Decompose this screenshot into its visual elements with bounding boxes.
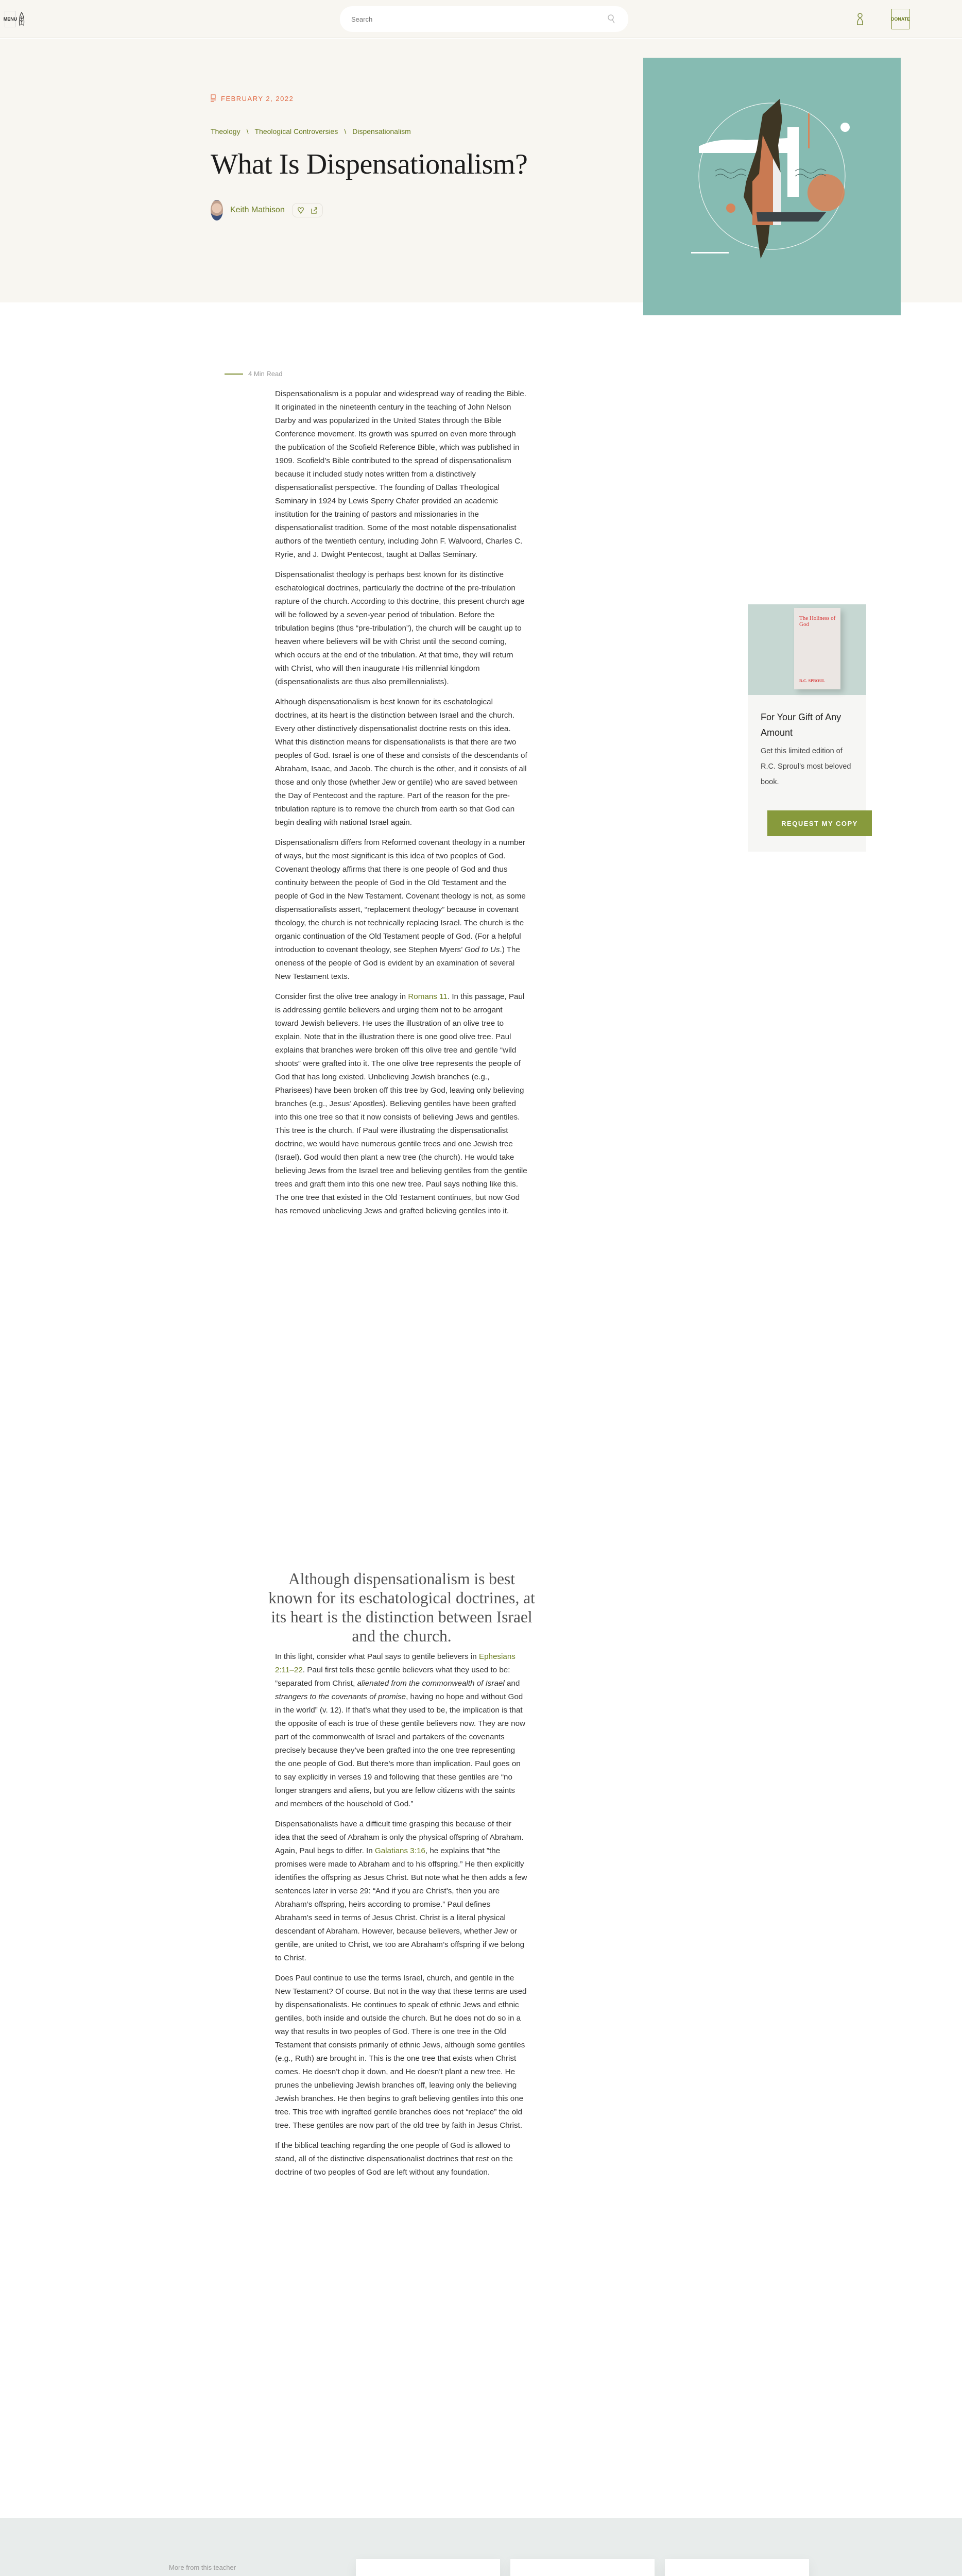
account-icon[interactable] (857, 11, 863, 26)
hero-illustration (643, 58, 901, 315)
church-map-illustration (643, 58, 901, 315)
book-cover: The Holiness of God R.C. SPROUL (794, 608, 840, 689)
share-icon[interactable] (311, 207, 317, 214)
scripture-link-romans-11[interactable]: Romans 11 (408, 992, 448, 1001)
offer-description: Get this limited edition of R.C. Sproul’s most beloved book. (761, 747, 851, 786)
offer-book-image (748, 604, 866, 695)
read-time-rule (225, 374, 243, 375)
resource-card[interactable] (665, 2559, 809, 2576)
scripture-link-galatians[interactable]: Galatians 3:16 (374, 1846, 425, 1855)
ligonier-logo-icon[interactable] (19, 12, 25, 26)
search-box[interactable] (340, 6, 628, 32)
book-title-god-to-us: God to Us (465, 945, 500, 954)
article-paragraph: Dispensationalists have a difficult time grasping this because of their idea that the seed of Abraham is only the physical offspring of Abraham. Again, Paul begs to differ. In Galatians 3:16, he explains that ”the promises were made to Abraham and to his offspring.” He then explicitly identifies the offspring as Jesus Christ. But note what he then adds a few sentences later in verse 29: “And if you are Christ’s, then you are Abraham’s offspring, heirs according to promise.” Paul defines Abraham’s seed in terms of Jesus Christ. Christ is a literal physical descendant of Abraham. However, because believers, whether Jew or gentile, are united to Christ, we too are Abraham’s offspring if we belong to Christ. (275, 1820, 527, 1962)
menu-button[interactable]: MENU (5, 11, 16, 27)
author-link[interactable]: Keith Mathison (230, 206, 285, 214)
page-title: What Is Dispensationalism? (211, 148, 528, 180)
breadcrumb-theology[interactable]: Theology (211, 127, 240, 135)
article-paragraph: If the biblical teaching regarding the one people of God is allowed to stand, all of the distinctive dispensationalist doctrines that rest on the doctrine of two peoples of God are left without any foundation. (275, 2141, 513, 2177)
article-actions (292, 203, 323, 217)
search-icon[interactable] (608, 14, 615, 24)
request-my-copy-button[interactable]: REQUEST MY COPY (767, 810, 872, 836)
article-date: FEBRUARY 2, 2022 (211, 94, 294, 103)
sidebar-gift-offer (748, 604, 866, 852)
search-input[interactable] (351, 13, 598, 25)
pull-quote: Although dispensationalism is best known for its eschatological doctrines, at its heart is the distinction between Israel and the church. (268, 1570, 535, 1645)
offer-heading: For Your Gift of Any Amount (761, 712, 841, 738)
breadcrumb (211, 127, 411, 135)
article-body (275, 387, 527, 1225)
donate-button[interactable]: DONATE (891, 9, 909, 29)
article-paragraph: Does Paul continue to use the terms Israel, church, and gentile in the New Testament? Of course. But not in the way that these terms are used by dispensationalists. He continues to speak of ethnic Jews and ethnic gentiles, both inside and outside the church. But he does not do so in a way that results in two peoples of God. There is one tree in the Old Testament that consists primarily of ethnic Jews, although some gentiles (e.g., Ruth) are brought in. This is the one tree that exists when Christ comes. He doesn’t chop it down, and He doesn’t plant a new tree. He prunes the unbelieving Jewish branches off, leaving only the believing Jewish branches. He then begins to graft believing gentiles into this one tree. This tree with ingrafted gentile branches does not “replace” the old tree. These gentiles are now part of the old tree by faith in Jesus Christ. (275, 1974, 527, 2130)
article-type-icon (211, 94, 216, 103)
article-paragraph: Consider first the olive tree analogy in Romans 11. In this passage, Paul is addressing gentile believers and urging them not to be arrogant toward Jewish believers. He uses the illustration of an olive tree to explain. Note that in the illustration there is one good olive tree. Paul explains that branches were broken off this olive tree and gentile “wild shoots” were grafted into it. The one olive tree represents the people of God that has long existed. Unbelieving Jewish branches (e.g., Pharisees) have been broken off this tree by God, leaving only believing branches (e.g., Jesus’ Apostles). Believing gentiles have been grafted into this one tree so that it now consists of believing Jews and gentiles. This tree is the church. If Paul were illustrating the dispensationalist doctrine, we would have numerous gentile trees and one Jewish tree (Israel). God would then plant a new tree (the church). He would take believing Jews from the Israel tree and believing gentiles from the gentile trees and graft them into this one new tree. Paul says nothing like this. The one tree that existed in the Old Testament continues, but now God has removed unbelieving Jews and grafted believing gentiles into it. (275, 992, 527, 1215)
breadcrumb-separator: \ (246, 127, 249, 135)
breadcrumb-separator: \ (344, 127, 347, 135)
article-paragraph: Dispensationalist theology is perhaps best known for its distinctive eschatological doctrines, particularly the doctrine of the pre-tribulation rapture of the church. According to this doctrine, this present church age will be followed by a seven-year period of tribulation. Before the tribulation begins (thus “pre-tribulation”), the church will be caught up to heaven where believers will be with Christ until the second coming, which occurs at the end of the tribulation. At that time, they will return with Christ, who will then inaugurate His millennial kingdom (dispensationalists are thus also premillennialists). (275, 570, 525, 686)
article-paragraph: Dispensationalism differs from Reformed covenant theology in a number of ways, but the most significant is this idea of two peoples of God. Covenant theology affirms that there is one people of God and thus continuity between the people of God in the Old Testament and the people of God in the New Testament. Covenant theology is not, as some dispensationalists assert, “replacement theology” because in covenant theology, the church is not technically replacing Israel. The church is the organic continuation of the Old Testament people of God. (For a helpful introduction to covenant theology, see Stephen Myers’ God to Us.) The oneness of the people of God is evident by an examination of several New Testament texts. (275, 838, 526, 981)
author-avatar[interactable] (211, 200, 223, 221)
resource-card[interactable] (356, 2559, 500, 2576)
article-paragraph: Although dispensationalism is best known for its eschatological doctrines, at its heart is the distinction between Israel and the church. Every other distinctively dispensationalist doctrine rests on this idea. What this distinction means for dispensationalists is that there are two peoples of God. Israel is one of these and consists of the descendants of Abraham, Isaac, and Jacob. The church is the other, and it consists of all those and only those (whether Jew or gentile) who are saved between the Day of Pentecost and the rapture. Part of the reason for the pre-tribulation rapture is to remove the church from earth so that God can begin dealing with national Israel again. (275, 698, 527, 827)
breadcrumb-theological-controversies[interactable]: Theological Controversies (254, 127, 338, 135)
article-body-continued (275, 1650, 527, 2186)
favorite-heart-icon[interactable] (298, 207, 304, 214)
article-paragraph: Dispensationalism is a popular and widespread way of reading the Bible. It originated in the nineteenth century in the teaching of John Nelson Darby and was popularized in the United States through the Bible Conference movement. Its growth was spurred on even more through the publication of the Scofield Reference Bible, which was published in 1909. Scofield’s Bible contributed to the spread of dispensationalism because it included study notes written from a distinctively dispensationalist perspective. The founding of Dallas Theological Seminary in 1924 by Lewis Sperry Chafer provided an academic institution for the training of pastors and missionaries in the dispensationalist tradition. Some of the most notable dispensationalist authors of the twentieth century, including John F. Walvoord, Charles C. Ryrie, and J. Dwight Pentecost, taught at Dallas Seminary. (275, 389, 526, 559)
scripture-link-ephesians[interactable]: Ephesians 2:11–22 (275, 1652, 516, 1674)
resource-card[interactable] (510, 2559, 655, 2576)
teacher-kicker: More from this teacher (169, 2564, 236, 2571)
read-time: 4 Min Read (225, 370, 282, 378)
byline (211, 200, 323, 221)
site-header (0, 0, 962, 38)
article-paragraph: In this light, consider what Paul says to gentile believers in Ephesians 2:11–22. Paul first tells these gentile believers what they used to be: ”separated from Christ, alienated from the commonwealth of Israel and strangers to the covenants of promise, having no hope and without God in the world” (v. 12). If that’s what they used to be, the implication is that the opposite of each is true of these gentile believers now. They are now part of the commonwealth of Israel and partakers of the covenants precisely because they’ve been grafted into the one tree representing the one people of God. But there’s more than implication. Paul goes on to say explicitly in verses 19 and following that these gentiles are “no longer strangers and aliens, but you are fellow citizens with the saints and members of the household of God.” (275, 1652, 526, 1808)
breadcrumb-dispensationalism[interactable]: Dispensationalism (352, 127, 411, 135)
